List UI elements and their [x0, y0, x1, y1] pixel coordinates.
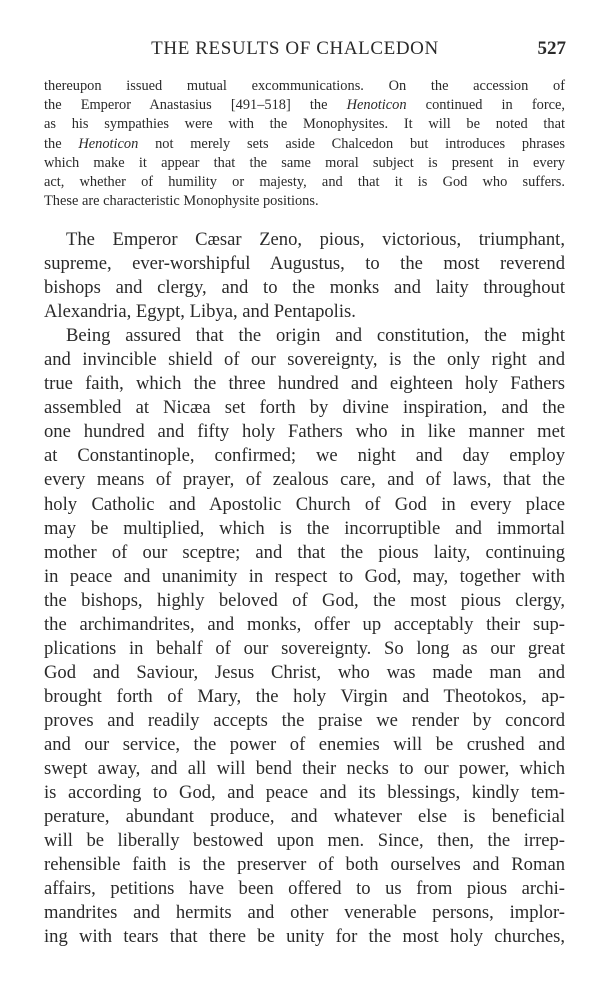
text-run: as his sympathies were with the Monophysites. It will be noted that: [44, 116, 565, 133]
text-run: thereupon issued mutual excommunications. On the accession of: [44, 78, 565, 94]
main-text: [44, 228, 565, 949]
intro-line: [44, 115, 565, 134]
text-line: may be multiplied, which is the incorruptible and immortal: [44, 517, 565, 539]
text-run: act, whether of humility or majesty, and that it is God who suffers.: [44, 174, 565, 191]
text-line: proves and readily accepts the praise we render by concord: [44, 709, 565, 731]
text-line: true faith, which the three hundred and eighteen holy Fathers: [44, 373, 565, 395]
text-run: which make it appear that the same moral subject is present in every: [44, 154, 565, 171]
intro-line: [44, 154, 565, 173]
text-line: will be liberally bestowed upon men. Since, then, the irrep-: [44, 830, 565, 852]
text-run: not merely sets aside Chalcedon but introduces phrases: [138, 135, 565, 152]
running-title: THE RESULTS OF CHALCEDON: [151, 38, 439, 59]
intro-line: [44, 192, 565, 211]
text-line: swept away, and all will bend their necks to our power, which: [44, 758, 565, 780]
running-head: [44, 36, 566, 62]
text-line: ing with tears that there be unity for the most holy churches,: [44, 926, 565, 948]
text-line: the bishops, highly beloved of God, the most pious clergy,: [44, 589, 565, 611]
intro-paragraph: [44, 77, 565, 211]
text-line: and invincible shield of our sovereignty, is the only right and: [44, 349, 565, 371]
text-run: the: [44, 135, 79, 152]
text-line: The Emperor Cæsar Zeno, pious, victorious, triumphant,: [66, 229, 565, 250]
text-line: mandrites and hermits and other venerable persons, implor-: [44, 902, 565, 924]
text-line: supreme, ever-worshipful Augustus, to the most reverend: [44, 253, 565, 275]
text-line: mother of our sceptre; and that the pious laity, continuing: [44, 541, 565, 563]
intro-line: [44, 173, 565, 192]
text-line: affairs, petitions have been offered to us from pious archi-: [44, 878, 565, 900]
text-line: assembled at Nicæa set forth by divine inspiration, and the: [44, 397, 565, 419]
text-line: in peace and unanimity in respect to God, may, together with: [44, 565, 565, 587]
text-line: holy Catholic and Apostolic Church of God in every place: [44, 493, 565, 515]
salutation-paragraph: [44, 228, 565, 324]
text-line: rehensible faith is the preserver of both ourselves and Roman: [44, 854, 565, 876]
text-line: and our service, the power of enemies will be crushed and: [44, 733, 565, 755]
page-number: 527: [537, 38, 566, 59]
italic-title: Henoticon: [346, 97, 407, 114]
text-line: every means of prayer, of zealous care, and of laws, that the: [44, 469, 565, 491]
text-line: perature, abundant produce, and whatever else is beneficial: [44, 806, 565, 828]
text-run: continued in force,: [406, 97, 566, 114]
text-line: Being assured that the origin and constitution, the might: [66, 325, 565, 347]
text-line: bishops and clergy, and to the monks and laity throughout: [44, 277, 565, 299]
text-line: is according to God, and peace and its blessings, kindly tem-: [44, 782, 565, 804]
text-line: plications in behalf of our sovereignty. So long as our great: [44, 637, 565, 659]
text-line: Alexandria, Egypt, Libya, and Pentapolis.: [44, 301, 356, 323]
text-line: God and Saviour, Jesus Christ, who was made man and: [44, 661, 565, 683]
text-line: the archimandrites, and monks, offer up acceptably their sup-: [44, 613, 565, 635]
text-line: brought forth of Mary, the holy Virgin and Theotokos, ap-: [44, 685, 565, 707]
intro-line: [44, 135, 565, 154]
text-line: one hundred and fifty holy Fathers who in like manner met: [44, 421, 565, 443]
body-paragraph: [44, 324, 565, 949]
intro-line: [44, 96, 565, 115]
italic-title: Henoticon: [78, 135, 139, 152]
intro-line: [44, 77, 565, 96]
text-line: at Constantinople, confirmed; we night and day employ: [44, 445, 565, 467]
text-run: These are characteristic Monophysite positions.: [44, 193, 319, 210]
text-run: the Emperor Anastasius [491–518] the: [44, 97, 347, 114]
